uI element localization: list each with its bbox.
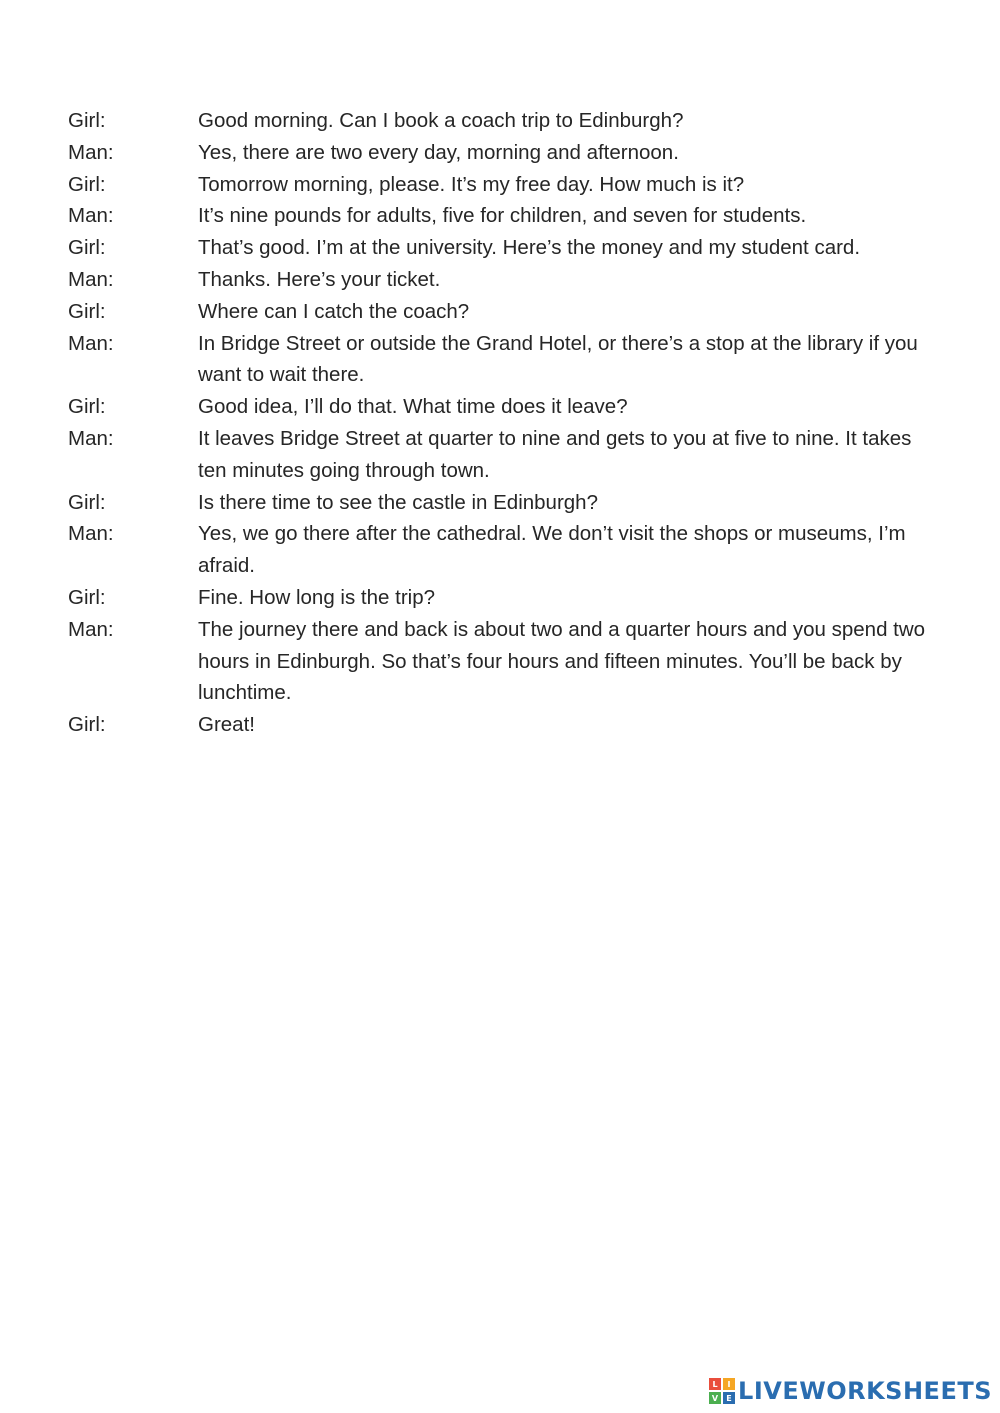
speaker-label: Girl: [68, 395, 106, 419]
dialogue-text: Thanks. Here’s your ticket. [198, 267, 441, 291]
dialogue-line [68, 487, 938, 519]
dialogue-line [68, 200, 938, 232]
logo-tile: I [723, 1378, 735, 1390]
dialogue-text: The journey there and back is about two and a quarter hours and you spend two hours in Edinburgh. So that’s four hours and fifteen minutes. You’ll be back by lunchtime. [198, 617, 926, 705]
speaker-label: Man: [68, 426, 114, 450]
speaker-label: Man: [68, 140, 114, 164]
dialogue-text: It leaves Bridge Street at quarter to nine and gets to you at five to nine. It takes ten minutes going through town. [198, 426, 912, 482]
speaker-label: Girl: [68, 172, 106, 196]
dialogue-line [68, 137, 938, 169]
dialogue-line [68, 391, 938, 423]
dialogue-line [68, 709, 938, 741]
speaker-label: Man: [68, 617, 114, 641]
dialogue-text: That’s good. I’m at the university. Here’s the money and my student card. [198, 236, 861, 260]
speaker-label: Girl: [68, 490, 106, 514]
speaker-label: Man: [68, 267, 114, 291]
brand-name: LIVEWORKSHEETS [738, 1377, 992, 1405]
logo-tile: V [709, 1392, 721, 1404]
logo-tile: L [709, 1378, 721, 1390]
dialogue-text: Great! [198, 713, 255, 737]
speaker-label: Girl: [68, 299, 106, 323]
speaker-label: Man: [68, 522, 114, 546]
liveworksheets-footer [709, 1377, 992, 1405]
dialogue-text: Tomorrow morning, please. It’s my free day. How much is it? [198, 172, 745, 196]
dialogue-text: Is there time to see the castle in Edinburgh? [198, 490, 598, 514]
dialogue-line [68, 264, 938, 296]
dialogue-line [68, 328, 938, 392]
dialogue-text: Good morning. Can I book a coach trip to Edinburgh? [198, 109, 684, 132]
speaker-label: Girl: [68, 109, 106, 132]
dialogue-line [68, 518, 938, 582]
dialogue-line [68, 423, 938, 487]
dialogue-line [68, 614, 938, 709]
dialogue-line [68, 296, 938, 328]
dialogue-text: Where can I catch the coach? [198, 299, 470, 323]
logo-tile: E [723, 1392, 735, 1404]
dialogue-text: It’s nine pounds for adults, five for children, and seven for students. [198, 204, 807, 228]
liveworksheets-logo-icon [709, 1378, 735, 1404]
dialogue-line [68, 105, 938, 137]
speaker-label: Girl: [68, 585, 106, 609]
dialogue-text: Yes, we go there after the cathedral. We don’t visit the shops or museums, I’m afraid. [198, 522, 906, 578]
speaker-label: Man: [68, 331, 114, 355]
dialogue-text: Fine. How long is the trip? [198, 585, 436, 609]
dialogue-line [68, 232, 938, 264]
speaker-label: Girl: [68, 236, 106, 260]
dialogue-text: Yes, there are two every day, morning and afternoon. [198, 140, 679, 164]
speaker-label: Girl: [68, 713, 106, 737]
dialogue-line [68, 582, 938, 614]
speaker-label: Man: [68, 204, 114, 228]
dialogue-text: Good idea, I’ll do that. What time does it leave? [198, 395, 628, 419]
dialogue-transcript [68, 105, 938, 741]
dialogue-text: In Bridge Street or outside the Grand Hotel, or there’s a stop at the library if you want to wait there. [198, 331, 918, 387]
dialogue-line [68, 169, 938, 201]
